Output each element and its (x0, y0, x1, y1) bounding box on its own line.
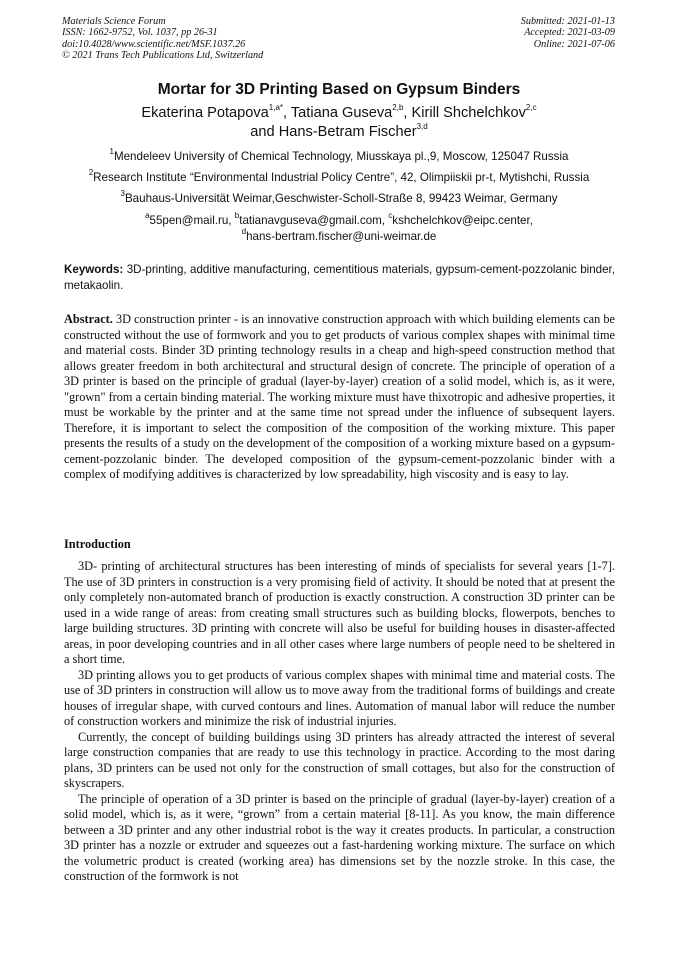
submitted-date: Submitted: 2021-01-13 (520, 16, 615, 27)
doi-link[interactable]: doi:10.4028/www.scientific.net/MSF.1037.26 (62, 38, 246, 50)
author-line-2 (0, 123, 678, 142)
author-affil-sup: 2,c (525, 103, 537, 113)
introduction-body (64, 559, 615, 885)
accepted-date: Accepted: 2021-03-09 (524, 27, 615, 39)
author-line-1 (0, 104, 678, 123)
author-affil-sup: 3,d (416, 122, 428, 132)
email-sup: b (234, 211, 240, 221)
affiliation-1 (0, 147, 678, 163)
affiliation-sup: 3 (120, 189, 125, 199)
email-sup: c (388, 211, 393, 221)
email-sup: a (145, 211, 150, 221)
author-name: Hans-Betram Fischer (278, 124, 417, 140)
journal-info (62, 16, 263, 62)
author-and: and (250, 124, 279, 140)
email-list (0, 213, 678, 245)
copyright-line: © 2021 Trans Tech Publications Ltd, Switzerland (62, 50, 264, 62)
journal-name: Materials Science Forum (62, 16, 166, 27)
author-name: Ekaterina Potapova (141, 105, 269, 121)
author-name: Tatiana Guseva (290, 105, 393, 121)
email-link[interactable]: 55pen@mail.ru, (149, 214, 235, 227)
paragraph: Currently, the concept of building buildings using 3D printers has already attracted the interest of several large construction companies that are ready to use this technology in practice. According to the most daring plans, 3D printers can be used not only for the construction of small cottages, but also for the construction of skyscrapers. (64, 729, 615, 790)
paragraph: The principle of operation of a 3D printer is based on the principle of gradual (layer-by-layer) creation of a solid model, which is, as it were, “grown” from a certain material [8-11]. As you know, the main difference between a 3D printer and any other industrial robot is the way it creates products. In particular, a construction 3D printer has a nozzle or extruder and squeezes out a fast-hardening working mixture. The surface on which the volumetric product is created (working area) has dimensions set by the nozzle stroke. In this case, the construction of the formwork is not (64, 791, 615, 883)
affiliation-text: Research Institute “Environmental Industrial Policy Centre”, 42, Olimpiiskii pr-t, Mytishchi, Russia (93, 171, 590, 184)
affiliation-3 (0, 189, 678, 205)
section-heading-introduction: Introduction (64, 537, 131, 551)
email-link[interactable]: kshchelchkov@eipc.center, (392, 214, 533, 227)
affiliation-2 (0, 168, 678, 184)
paragraph: 3D- printing of architectural structures has been interesting of minds of specialists for several years [1-7]. The use of 3D printers in construction is a very promising field of activity. It should be noted that at present the only completely non-automated branch of production is exactly construction. A construction 3D printer can be used in a wide range of areas: from creating small structures such as building blocks, flowerpots, benches to large building structures. 3D printing with concrete will also be useful for building houses in disaster-affected areas, in poor developing countries and in all other cases where large numbers of people need to be sheltered in a short time. (64, 559, 615, 666)
keywords-section (64, 262, 615, 293)
abstract-label: Abstract. (64, 312, 113, 326)
email-sup: d (241, 227, 247, 237)
affiliation-sup: 2 (88, 168, 94, 178)
abstract-text: 3D construction printer - is an innovative construction approach with which building elements can be constructed without the use of formwork and you to get products of various complex shapes with minimal time and material costs. Binder 3D printing technology results in a cheap and high-speed construction method that allows greater freedom in both architectural and structural design of concrete. The principle of operation of a 3D printer is based on the principle of gradual (layer-by-layer) creation of a solid model, which is, as it were, "grown" from a certain binding material. The working mixture must have thixotropic and adhesive properties, it must be workable by the printer and at the same time not spread under the influence of subsequent layers. Therefore, it is important to select the composition of the composition of the working mixture. This paper presents the results of a study on the development of the composition of a working mixture based on a gypsum-cement-pozzolanic binder. The developed composition of the gypsum-cement-pozzolanic binder with a complex of modifying additives is characterized by low spreadability, high viscosity and is easy to lay. (64, 312, 615, 481)
publication-dates (521, 16, 615, 50)
keywords-label: Keywords: (64, 263, 124, 276)
email-link[interactable]: hans-bertram.fischer@uni-weimar.de (246, 230, 437, 243)
online-date: Online: 2021-07-06 (533, 38, 615, 50)
keywords-text: 3D-printing, additive manufacturing, cementitious materials, gypsum-cement-pozzolanic binder, metakaolin. (64, 263, 615, 292)
author-separator: , (283, 105, 291, 121)
author-separator: , (403, 105, 412, 121)
issn-line: ISSN: 1662-9752, Vol. 1037, pp 26-31 (62, 27, 218, 39)
affiliation-text: Mendeleev University of Chemical Technology, Miusskaya pl.,9, Moscow, 125047 Russia (113, 150, 569, 163)
abstract-section (64, 312, 615, 483)
author-list (0, 104, 678, 142)
paper-title: Mortar for 3D Printing Based on Gypsum Binders (157, 81, 521, 98)
email-line-2 (0, 229, 678, 245)
paragraph: 3D printing allows you to get products of various complex shapes with minimal time and material costs. The use of 3D printers in construction will allow us to move away from the traditional forms of buildings and create houses of irregular shape, with curved contours and lines. Automation of manual labor will reduce the number of construction workers and minimize the risk of industrial injuries. (64, 667, 615, 728)
affiliation-sup: 1 (109, 147, 114, 157)
affiliation-text: Bauhaus-Universität Weimar,Geschwister-Scholl-Straße 8, 99423 Weimar, Germany (124, 192, 558, 205)
author-name: Kirill Shchelchkov (411, 105, 526, 121)
author-affil-sup: 2,b (392, 103, 404, 113)
author-affil-sup: 1,a* (268, 103, 284, 113)
email-line-1 (0, 213, 678, 229)
email-link[interactable]: tatianavguseva@gmail.com, (239, 214, 389, 227)
